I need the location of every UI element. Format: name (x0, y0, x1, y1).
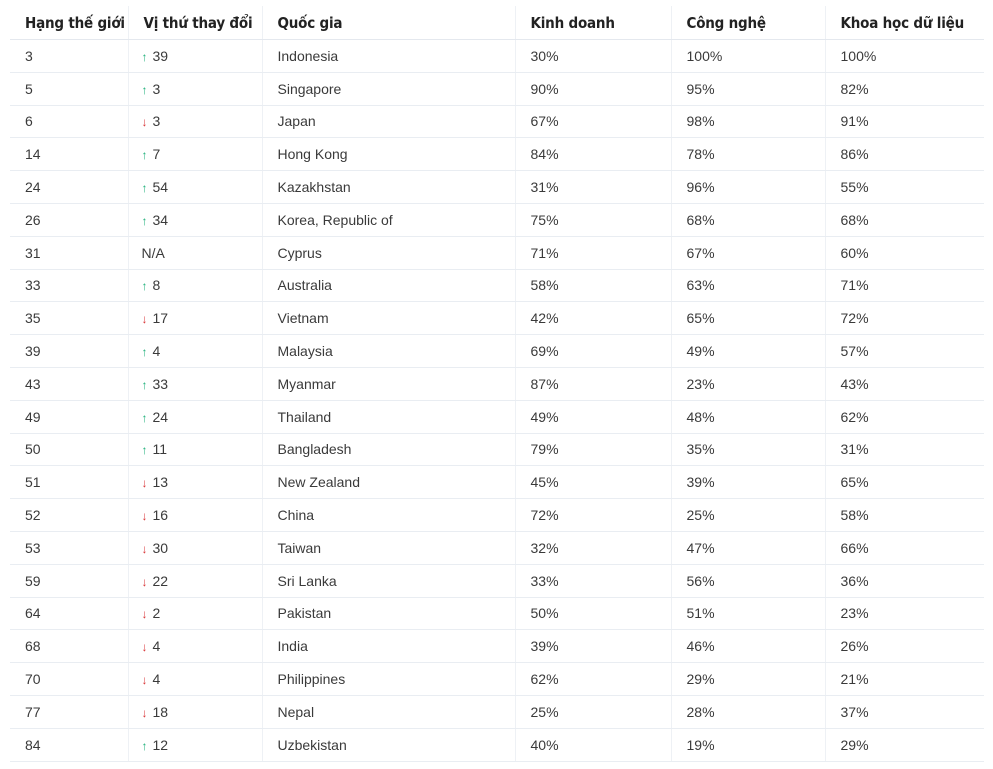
table-row (10, 171, 984, 204)
cell-business: 90% (515, 72, 671, 105)
cell-technology: 67% (671, 236, 825, 269)
table-row (10, 400, 984, 433)
cell-technology: 46% (671, 630, 825, 663)
cell-business: 32% (515, 531, 671, 564)
arrow-up-icon: ↑ (141, 345, 148, 360)
cell-data-science: 66% (825, 531, 984, 564)
cell-technology: 47% (671, 531, 825, 564)
cell-country: Thailand (262, 400, 515, 433)
arrow-down-icon: ↓ (141, 312, 148, 327)
arrow-up-icon: ↑ (141, 410, 148, 425)
table-row (10, 335, 984, 368)
rank-change-value: 24 (152, 408, 169, 425)
cell-country: Australia (262, 269, 515, 302)
cell-data-science: 21% (825, 663, 984, 696)
cell-technology: 78% (671, 138, 825, 171)
cell-technology: 100% (671, 40, 825, 73)
cell-business: 42% (515, 302, 671, 335)
header-row (10, 6, 984, 40)
cell-country: China (262, 499, 515, 532)
cell-country: Cyprus (262, 236, 515, 269)
cell-business: 45% (515, 466, 671, 499)
cell-rank-change (128, 367, 262, 400)
cell-data-science: 91% (825, 105, 984, 138)
ranking-table (10, 6, 984, 762)
cell-rank-change (128, 728, 262, 761)
rank-change-value: 54 (152, 179, 169, 196)
rank-change-value: 3 (152, 113, 161, 130)
cell-rank-change (128, 400, 262, 433)
table-row (10, 269, 984, 302)
cell-data-science: 57% (825, 335, 984, 368)
cell-data-science: 71% (825, 269, 984, 302)
table-row (10, 597, 984, 630)
table-row (10, 728, 984, 761)
cell-data-science: 36% (825, 564, 984, 597)
arrow-down-icon: ↓ (141, 640, 148, 655)
cell-world-rank: 50 (10, 433, 128, 466)
arrow-down-icon: ↓ (141, 673, 148, 688)
header-country[interactable]: Quốc gia (262, 6, 515, 40)
cell-country: Malaysia (262, 335, 515, 368)
arrow-down-icon: ↓ (141, 541, 148, 556)
cell-rank-change (128, 138, 262, 171)
cell-rank-change (128, 236, 262, 269)
cell-world-rank: 43 (10, 367, 128, 400)
arrow-up-icon: ↑ (141, 213, 148, 228)
cell-world-rank: 64 (10, 597, 128, 630)
cell-rank-change (128, 203, 262, 236)
cell-rank-change (128, 630, 262, 663)
cell-rank-change (128, 40, 262, 73)
cell-rank-change (128, 531, 262, 564)
cell-country: Uzbekistan (262, 728, 515, 761)
cell-technology: 23% (671, 367, 825, 400)
rank-change-value: N/A (141, 244, 165, 261)
cell-country: Myanmar (262, 367, 515, 400)
table-row (10, 663, 984, 696)
rank-change-value: 30 (152, 539, 169, 556)
cell-business: 67% (515, 105, 671, 138)
arrow-up-icon: ↑ (141, 377, 148, 392)
table-row (10, 695, 984, 728)
header-world-rank[interactable]: Hạng thế giới (10, 6, 128, 40)
header-technology[interactable]: Công nghệ (671, 6, 825, 40)
cell-rank-change (128, 663, 262, 696)
cell-business: 39% (515, 630, 671, 663)
cell-world-rank: 84 (10, 728, 128, 761)
arrow-up-icon: ↑ (141, 738, 148, 753)
cell-rank-change (128, 335, 262, 368)
cell-technology: 25% (671, 499, 825, 532)
table-row (10, 564, 984, 597)
cell-technology: 51% (671, 597, 825, 630)
rank-change-value: 33 (152, 375, 169, 392)
rank-change-value: 8 (152, 277, 161, 294)
cell-data-science: 37% (825, 695, 984, 728)
cell-business: 25% (515, 695, 671, 728)
rank-change-value: 22 (152, 572, 169, 589)
rank-change-value: 39 (152, 47, 169, 64)
cell-data-science: 82% (825, 72, 984, 105)
cell-world-rank: 70 (10, 663, 128, 696)
arrow-down-icon: ↓ (141, 705, 148, 720)
cell-technology: 35% (671, 433, 825, 466)
rank-change-value: 18 (152, 703, 169, 720)
cell-rank-change (128, 433, 262, 466)
arrow-up-icon: ↑ (141, 49, 148, 64)
cell-rank-change (128, 466, 262, 499)
cell-country: Taiwan (262, 531, 515, 564)
cell-technology: 48% (671, 400, 825, 433)
rank-change-value: 13 (152, 474, 169, 491)
rank-change-value: 7 (152, 146, 161, 163)
cell-business: 79% (515, 433, 671, 466)
rank-change-value: 16 (152, 507, 169, 524)
cell-technology: 96% (671, 171, 825, 204)
cell-data-science: 43% (825, 367, 984, 400)
cell-technology: 28% (671, 695, 825, 728)
cell-business: 62% (515, 663, 671, 696)
cell-business: 87% (515, 367, 671, 400)
cell-data-science: 62% (825, 400, 984, 433)
table-header (10, 6, 984, 40)
cell-business: 58% (515, 269, 671, 302)
cell-country: Sri Lanka (262, 564, 515, 597)
cell-world-rank: 26 (10, 203, 128, 236)
cell-world-rank: 5 (10, 72, 128, 105)
cell-world-rank: 59 (10, 564, 128, 597)
cell-world-rank: 77 (10, 695, 128, 728)
table-row (10, 433, 984, 466)
cell-world-rank: 24 (10, 171, 128, 204)
rank-change-value: 11 (152, 441, 168, 458)
cell-business: 50% (515, 597, 671, 630)
rank-change-value: 17 (152, 310, 169, 327)
cell-technology: 98% (671, 105, 825, 138)
cell-technology: 68% (671, 203, 825, 236)
cell-business: 33% (515, 564, 671, 597)
cell-country: Hong Kong (262, 138, 515, 171)
arrow-down-icon: ↓ (141, 476, 148, 491)
cell-rank-change (128, 597, 262, 630)
cell-technology: 39% (671, 466, 825, 499)
cell-rank-change (128, 695, 262, 728)
cell-world-rank: 39 (10, 335, 128, 368)
cell-data-science: 65% (825, 466, 984, 499)
rank-change-value: 4 (152, 343, 161, 360)
header-business[interactable]: Kinh doanh (515, 6, 671, 40)
cell-business: 30% (515, 40, 671, 73)
arrow-down-icon: ↓ (141, 509, 148, 524)
cell-country: Vietnam (262, 302, 515, 335)
cell-world-rank: 14 (10, 138, 128, 171)
cell-business: 69% (515, 335, 671, 368)
table-row (10, 236, 984, 269)
table-row (10, 466, 984, 499)
table-row (10, 203, 984, 236)
cell-technology: 65% (671, 302, 825, 335)
rank-change-value: 2 (152, 605, 161, 622)
cell-country: Nepal (262, 695, 515, 728)
cell-rank-change (128, 105, 262, 138)
cell-rank-change (128, 269, 262, 302)
cell-rank-change (128, 72, 262, 105)
cell-data-science: 26% (825, 630, 984, 663)
cell-world-rank: 51 (10, 466, 128, 499)
cell-business: 72% (515, 499, 671, 532)
cell-rank-change (128, 499, 262, 532)
cell-country: New Zealand (262, 466, 515, 499)
cell-world-rank: 3 (10, 40, 128, 73)
cell-data-science: 60% (825, 236, 984, 269)
arrow-down-icon: ↓ (141, 607, 148, 622)
cell-country: Philippines (262, 663, 515, 696)
cell-country: Singapore (262, 72, 515, 105)
cell-rank-change (128, 302, 262, 335)
cell-technology: 63% (671, 269, 825, 302)
cell-world-rank: 31 (10, 236, 128, 269)
cell-rank-change (128, 171, 262, 204)
table-row (10, 105, 984, 138)
cell-data-science: 58% (825, 499, 984, 532)
cell-world-rank: 68 (10, 630, 128, 663)
cell-country: Korea, Republic of (262, 203, 515, 236)
rank-change-value: 3 (152, 80, 161, 97)
cell-business: 75% (515, 203, 671, 236)
rank-change-value: 4 (152, 671, 161, 688)
cell-data-science: 72% (825, 302, 984, 335)
cell-business: 49% (515, 400, 671, 433)
cell-country: Pakistan (262, 597, 515, 630)
table-row (10, 72, 984, 105)
cell-technology: 19% (671, 728, 825, 761)
arrow-up-icon: ↑ (141, 82, 148, 97)
arrow-up-icon: ↑ (141, 279, 148, 294)
table-row (10, 40, 984, 73)
cell-world-rank: 53 (10, 531, 128, 564)
header-data-science[interactable]: Khoa học dữ liệu (825, 6, 984, 40)
cell-data-science: 23% (825, 597, 984, 630)
cell-data-science: 100% (825, 40, 984, 73)
table-row (10, 302, 984, 335)
table-row (10, 531, 984, 564)
cell-country: Bangladesh (262, 433, 515, 466)
cell-country: Japan (262, 105, 515, 138)
cell-technology: 56% (671, 564, 825, 597)
header-rank-change[interactable]: Vị thứ thay đổi (128, 6, 262, 40)
rank-change-value: 4 (152, 638, 161, 655)
cell-data-science: 68% (825, 203, 984, 236)
cell-country: India (262, 630, 515, 663)
rank-change-value: 12 (152, 736, 169, 753)
cell-world-rank: 6 (10, 105, 128, 138)
cell-technology: 29% (671, 663, 825, 696)
table-body (10, 40, 984, 762)
table-row (10, 138, 984, 171)
cell-world-rank: 33 (10, 269, 128, 302)
cell-data-science: 55% (825, 171, 984, 204)
cell-business: 31% (515, 171, 671, 204)
cell-technology: 95% (671, 72, 825, 105)
cell-country: Indonesia (262, 40, 515, 73)
cell-business: 84% (515, 138, 671, 171)
table-row (10, 630, 984, 663)
cell-world-rank: 35 (10, 302, 128, 335)
arrow-up-icon: ↑ (141, 443, 148, 458)
cell-data-science: 29% (825, 728, 984, 761)
cell-world-rank: 52 (10, 499, 128, 532)
arrow-down-icon: ↓ (141, 115, 148, 130)
cell-data-science: 86% (825, 138, 984, 171)
arrow-up-icon: ↑ (141, 148, 148, 163)
cell-rank-change (128, 564, 262, 597)
table-row (10, 499, 984, 532)
rank-change-value: 34 (152, 211, 169, 228)
table-row (10, 367, 984, 400)
cell-business: 40% (515, 728, 671, 761)
cell-data-science: 31% (825, 433, 984, 466)
cell-world-rank: 49 (10, 400, 128, 433)
cell-business: 71% (515, 236, 671, 269)
arrow-up-icon: ↑ (141, 181, 148, 196)
arrow-down-icon: ↓ (141, 574, 148, 589)
cell-technology: 49% (671, 335, 825, 368)
cell-country: Kazakhstan (262, 171, 515, 204)
